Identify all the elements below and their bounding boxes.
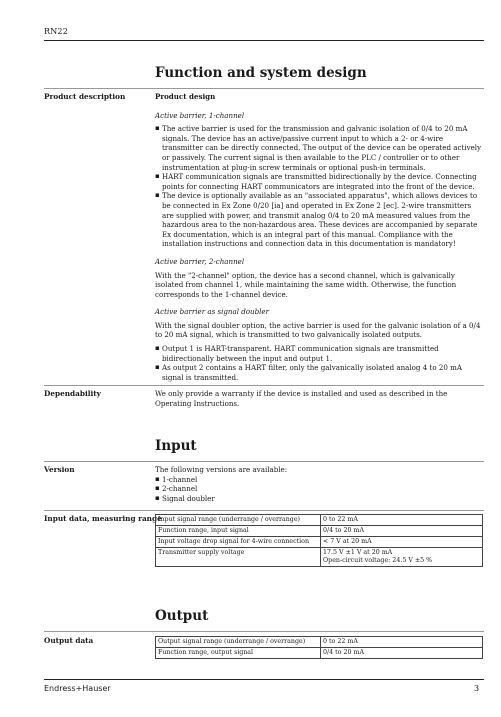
table-cell: 0/4 to 20 mA	[321, 648, 483, 659]
signal-doubler-list	[155, 344, 482, 382]
table-cell: Function range, input signal	[156, 526, 321, 537]
divider	[44, 631, 484, 632]
table-row	[156, 526, 483, 537]
signal-doubler-text: With the signal doubler option, the active barrier is used for the galvanic isolation of a 0/4 to 20 mA signal, which is transmitted to two galvanically isolated outputs.	[155, 320, 481, 340]
label-product-description: Product description	[44, 92, 126, 101]
list-item: ▪ HART communication signals are transmitted bidirectionally by the device. Connecting points for connecting HART communicators are integrated into the front of the device.	[155, 172, 482, 191]
table-cell: 0/4 to 20 mA	[321, 526, 483, 537]
table-row	[156, 548, 483, 567]
divider	[44, 461, 484, 462]
table-cell: 0 to 22 mA	[321, 515, 483, 526]
document-code: RN22	[44, 27, 69, 36]
section-title-input: Input	[155, 438, 197, 454]
table-row	[156, 648, 483, 659]
active-barrier-2ch-text: With the "2-channel" option, the device has a second channel, which is galvanically isolated from channel 1, while maintaining the same width. Otherwise, the function corresponds to the 1-channel device.	[155, 270, 457, 299]
label-version: Version	[44, 465, 75, 474]
table-cell: Output signal range (underrange / overrange)	[156, 637, 321, 648]
list-item: ▪ 2-channel	[155, 484, 482, 494]
table-cell: Function range, output signal	[156, 648, 321, 659]
input-data-table	[155, 514, 483, 567]
active-barrier-2ch-title: Active barrier, 2-channel	[155, 256, 245, 266]
list-item: ▪ The active barrier is used for the transmission and galvanic isolation of 0/4 to 20 mA signals. The device has an active/passive current input to which a 2- or 4-wire transmitter can be directly connected. The output of the device can be operated actively or passively. The current signal is then available to the PLC / controller or to other instrumentation at plug-in screw terminals or optional push-in terminals.	[155, 124, 482, 172]
table-cell: Input signal range (underrange / overrange)	[156, 515, 321, 526]
list-item: ▪ Output 1 is HART-transparent. HART communication signals are transmitted bidirectionally between the input and output 1.	[155, 344, 482, 363]
table-cell: Transmitter supply voltage	[156, 548, 321, 567]
open-circuit-voltage-value: Open-circuit voltage: 24.5 V ±5 %	[323, 557, 433, 564]
list-item: ▪ 1-channel	[155, 475, 482, 485]
header-rule	[44, 40, 484, 41]
supply-voltage-value: 17.5 V ±1 V at 20 mA	[323, 549, 393, 556]
table-row	[156, 537, 483, 548]
table-cell	[321, 548, 483, 567]
brand-name: Endress+Hauser	[44, 684, 111, 693]
table-cell: 0 to 22 mA	[321, 637, 483, 648]
page-number: 3	[474, 684, 480, 693]
label-input-data: Input data, measuring range	[44, 514, 162, 523]
output-data-table	[155, 636, 483, 659]
active-barrier-1ch-title: Active barrier, 1-channel	[155, 110, 245, 120]
version-list	[155, 475, 482, 504]
table-cell: Input voltage drop signal for 4-wire connection	[156, 537, 321, 548]
list-item: ▪ As output 2 contains a HART filter, only the galvanically isolated analog 4 to 20 mA signal is transmitted.	[155, 363, 482, 382]
table-row	[156, 637, 483, 648]
table-cell: < 7 V at 20 mA	[321, 537, 483, 548]
label-output-data: Output data	[44, 636, 94, 645]
list-item: ▪ The device is optionally available as an "associated apparatus", which allows devices to be connected in Ex Zone 0/20 [ia] and operated in Ex Zone 2 [ec]. 2-wire transmitters are supplied with power, and transmit analog 0/4 to 20 mA measured values from the hazardous area to the non-hazardous area. These devices are accompanied by separate Ex documentation, which is an integral part of this manual. Compliance with the installation instructions and connection data in this documentation is mandatory!	[155, 191, 482, 249]
divider	[44, 385, 484, 386]
version-content	[155, 465, 482, 503]
divider	[44, 510, 484, 511]
footer-rule	[44, 679, 484, 680]
section-title-output: Output	[155, 608, 209, 624]
product-description-content	[155, 92, 482, 382]
product-design-heading: Product design	[155, 92, 216, 101]
dependability-text: We only provide a warranty if the device is installed and used as described in the Operating Instructions.	[155, 389, 448, 408]
table-row	[156, 515, 483, 526]
section-title-function: Function and system design	[155, 65, 367, 81]
active-barrier-1ch-list	[155, 124, 482, 249]
version-intro: The following versions are available:	[155, 465, 288, 474]
divider	[44, 88, 484, 89]
label-dependability: Dependability	[44, 389, 101, 398]
list-item: ▪ Signal doubler	[155, 494, 482, 504]
signal-doubler-title: Active barrier as signal doubler	[155, 307, 270, 317]
